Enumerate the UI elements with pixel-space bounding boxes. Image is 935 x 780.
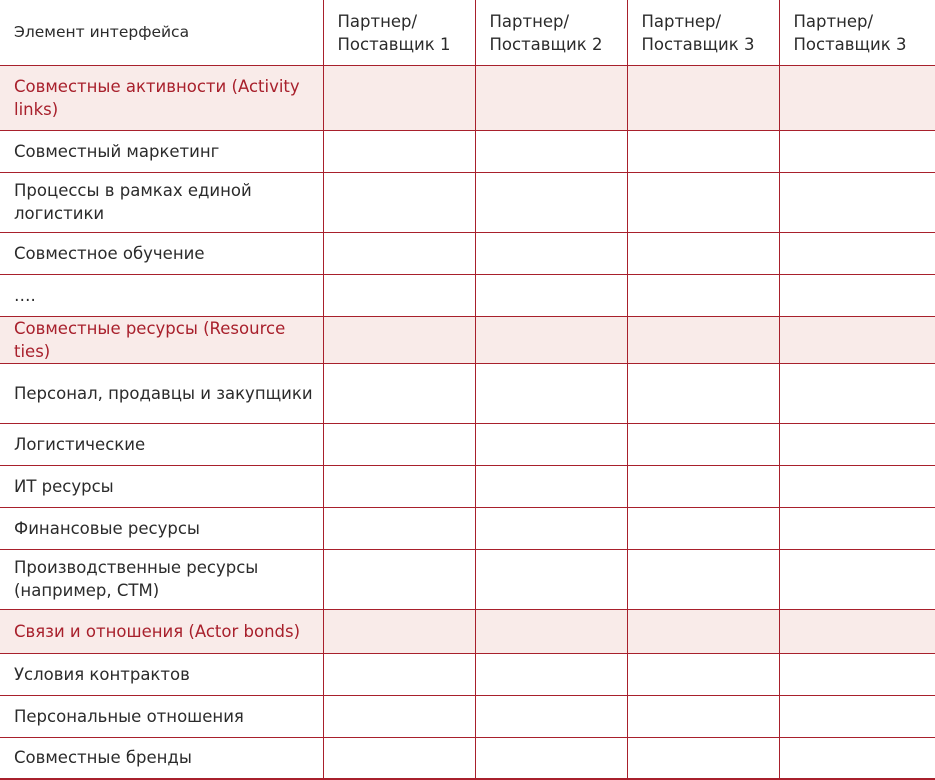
table-row [0,363,935,423]
table-row [0,130,935,172]
partner-1-cell [323,232,475,274]
partner-4-cell [779,363,935,423]
partner-2-cell [475,695,627,737]
table-row [0,695,935,737]
partner-1-cell [323,274,475,316]
row-label: Условия контрактов [0,653,323,695]
partner-2-cell [475,172,627,232]
section-label: Связи и отношения (Actor bonds) [0,609,323,653]
header-partner-2: Партнер/ Поставщик 2 [475,0,627,65]
header-partner-3: Партнер/ Поставщик 3 [627,0,779,65]
row-label: …. [0,274,323,316]
partner-3-cell [627,549,779,609]
partner-1-cell [323,695,475,737]
partner-2-cell [475,363,627,423]
partner-1-cell [323,507,475,549]
table-row [0,507,935,549]
partner-3-cell [627,609,779,653]
partner-2-cell [475,507,627,549]
header-interface-element: Элемент интерфейса [0,0,323,65]
partner-2-cell [475,465,627,507]
partner-4-cell [779,737,935,779]
partner-4-cell [779,653,935,695]
partner-1-cell [323,423,475,465]
row-label: Совместный маркетинг [0,130,323,172]
partner-1-cell [323,653,475,695]
partner-2-cell [475,737,627,779]
section-row [0,65,935,130]
table-row [0,465,935,507]
partner-3-cell [627,695,779,737]
row-label: Производственные ресурсы (например, СТМ) [0,549,323,609]
row-label: Финансовые ресурсы [0,507,323,549]
partner-1-cell [323,65,475,130]
partner-3-cell [627,423,779,465]
partner-2-cell [475,130,627,172]
row-label: Персональные отношения [0,695,323,737]
row-label: Совместные бренды [0,737,323,779]
partner-3-cell [627,65,779,130]
section-label: Совместные активности (Activity links) [0,65,323,130]
table-row [0,423,935,465]
partner-3-cell [627,737,779,779]
table-row [0,549,935,609]
header-partner-4: Партнер/ Поставщик 3 [779,0,935,65]
table-body [0,65,935,779]
partner-2-cell [475,423,627,465]
row-label: Логистические [0,423,323,465]
table-row [0,737,935,779]
partner-1-cell [323,737,475,779]
partner-4-cell [779,507,935,549]
partner-4-cell [779,65,935,130]
partner-3-cell [627,465,779,507]
partner-4-cell [779,316,935,363]
partner-2-cell [475,549,627,609]
partner-3-cell [627,363,779,423]
section-label: Совместные ресурсы (Resource ties) [0,316,323,363]
partner-3-cell [627,232,779,274]
partner-3-cell [627,130,779,172]
partner-1-cell [323,609,475,653]
partner-2-cell [475,316,627,363]
partner-1-cell [323,465,475,507]
table-row [0,653,935,695]
row-label: Персонал, продавцы и закупщики [0,363,323,423]
partner-1-cell [323,130,475,172]
table-row [0,232,935,274]
header-partner-1: Партнер/ Поставщик 1 [323,0,475,65]
partner-3-cell [627,172,779,232]
table-row [0,172,935,232]
partner-4-cell [779,274,935,316]
partner-2-cell [475,65,627,130]
partner-2-cell [475,274,627,316]
partner-3-cell [627,653,779,695]
partner-2-cell [475,653,627,695]
partner-4-cell [779,465,935,507]
partner-4-cell [779,695,935,737]
partner-3-cell [627,274,779,316]
partner-4-cell [779,423,935,465]
partner-4-cell [779,232,935,274]
partner-1-cell [323,549,475,609]
section-row [0,316,935,363]
partner-4-cell [779,172,935,232]
row-label: Совместное обучение [0,232,323,274]
partner-2-cell [475,232,627,274]
partner-2-cell [475,609,627,653]
section-row [0,609,935,653]
table-row [0,274,935,316]
partner-3-cell [627,507,779,549]
partner-1-cell [323,363,475,423]
partner-1-cell [323,172,475,232]
row-label: Процессы в рамках единой логистики [0,172,323,232]
partner-3-cell [627,316,779,363]
partner-4-cell [779,549,935,609]
row-label: ИТ ресурсы [0,465,323,507]
partner-4-cell [779,130,935,172]
partner-1-cell [323,316,475,363]
header-row [0,0,935,65]
partner-4-cell [779,609,935,653]
